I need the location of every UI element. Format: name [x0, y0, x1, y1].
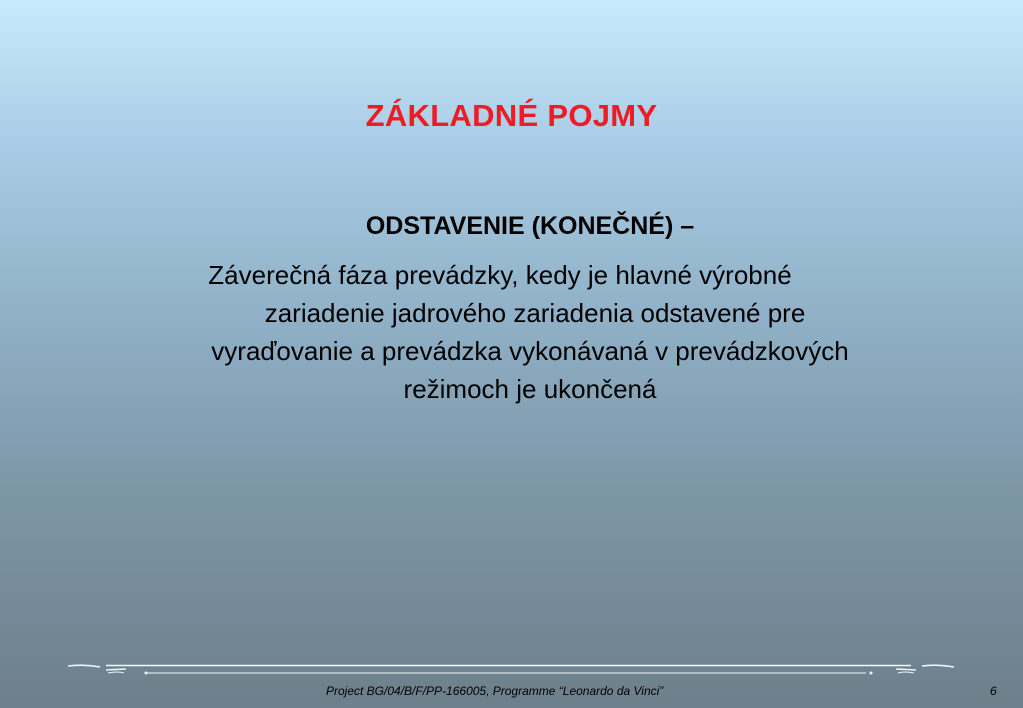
- definition-line: zariadenie jadrového zariadenia odstavené pre: [264, 298, 806, 328]
- page-number: 6: [990, 684, 997, 698]
- definition-line: režimoch je ukončená: [403, 374, 657, 404]
- definition-line: vyraďovanie a prevádzka vykonávaná v prevádzkových: [211, 336, 849, 366]
- definition-line: Záverečná fáza prevádzky, kedy je hlavné výrobné: [208, 260, 792, 290]
- decorative-divider: [66, 661, 956, 681]
- slide-title: ZÁKLADNÉ POJMY: [365, 98, 658, 133]
- footer-project-text: Project BG/04/B/F/PP-166005, Programme “Leonardo da Vinci”: [326, 684, 664, 698]
- definition-text: [130, 256, 930, 408]
- term-heading: ODSTAVENIE (KONEČNÉ) –: [365, 212, 695, 240]
